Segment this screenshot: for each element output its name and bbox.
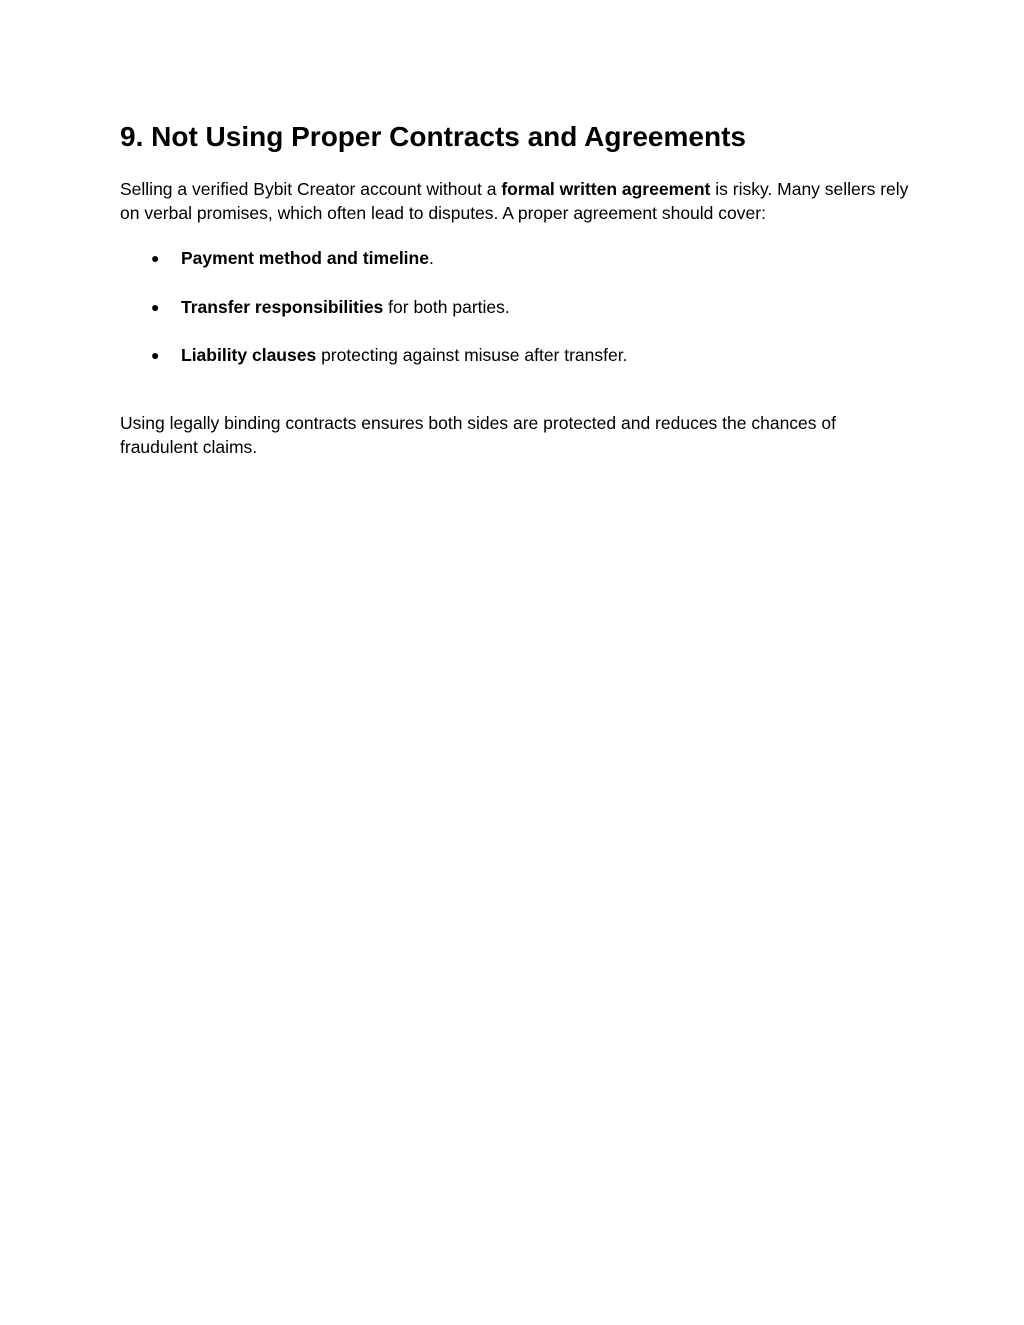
bullet-icon: ● — [151, 347, 160, 363]
section-heading: 9. Not Using Proper Contracts and Agreements — [120, 121, 746, 152]
list-item-rest: protecting against misuse after transfer. — [316, 345, 628, 365]
list-item-bold: Payment method and timeline — [181, 248, 429, 268]
bullet-icon: ● — [151, 250, 160, 266]
list-item-rest: . — [428, 248, 434, 268]
list-item-text — [181, 343, 627, 367]
list-item — [0, 295, 900, 319]
list-item-bold: Liability clauses — [181, 345, 317, 365]
list-item — [0, 343, 900, 367]
intro-text-start: Selling a verified Bybit Creator account without a — [120, 179, 502, 199]
list-item-text — [181, 295, 510, 319]
intro-text-end: is risky. Many sellers rely on verbal promises, which often lead to disputes. A proper agreement should cover: — [120, 179, 909, 223]
list-item-bold: Transfer responsibilities — [181, 297, 384, 317]
list-item-text — [181, 246, 434, 270]
intro-paragraph — [120, 177, 910, 225]
intro-bold-term: formal written agreement — [501, 179, 711, 199]
conclusion-paragraph: Using legally binding contracts ensures both sides are protected and reduces the chances of fraudulent claims. — [120, 413, 836, 457]
bullet-icon: ● — [151, 299, 160, 315]
list-item — [0, 246, 900, 270]
list-item-rest: for both parties. — [383, 297, 510, 317]
